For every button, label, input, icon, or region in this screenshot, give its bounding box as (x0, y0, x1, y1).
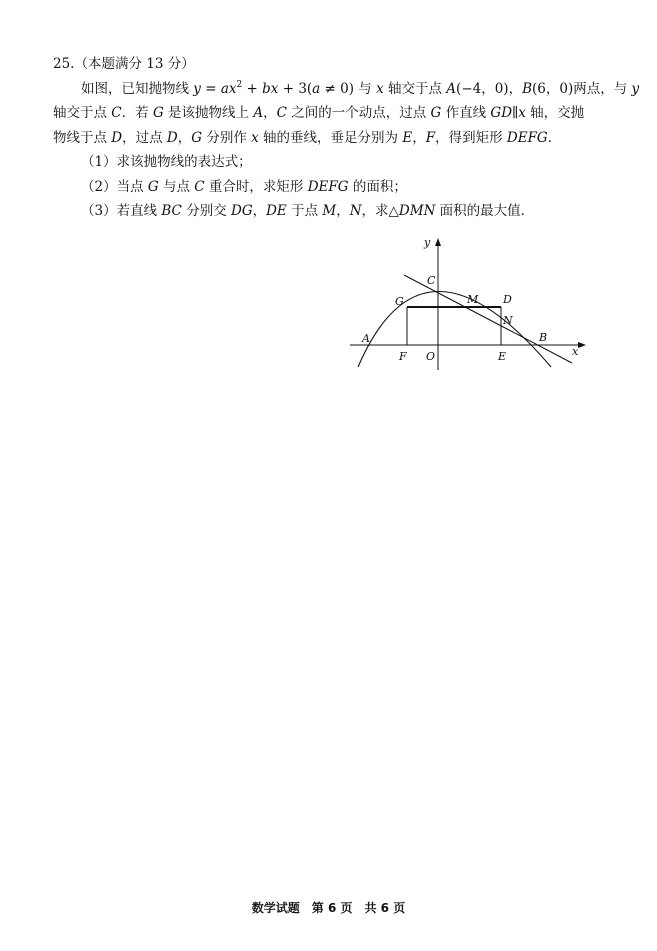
label-point-b: B (539, 331, 548, 344)
label-point-a: A (362, 332, 370, 345)
label-point-f: F (399, 350, 407, 363)
problem-intro-line-2: 轴交于点 C．若 G 是该抛物线上 A，C 之间的一个动点，过点 G 作直线 GD∥x 轴，交抛 (53, 105, 585, 121)
parabola-curve (358, 292, 551, 368)
y-axis-arrow (435, 238, 441, 246)
label-y-axis: y (424, 236, 431, 249)
label-point-n: N (503, 314, 513, 327)
problem-intro-line-3: 物线于点 D，过点 D，G 分别作 x 轴的垂线，垂足分别为 E，F，得到矩形 DEFG． (53, 129, 562, 146)
parabola-figure (346, 232, 590, 374)
label-point-m: M (467, 293, 479, 306)
problem-25 (53, 52, 640, 224)
question-1: （1）求该抛物线的表达式； (81, 154, 252, 170)
x-axis-arrow (578, 342, 586, 348)
label-point-e: E (498, 350, 507, 363)
question-3: （3）若直线 BC 分别交 DG，DE 于点 M，N，求△DMN 面积的最大值． (81, 203, 535, 219)
problem-heading: 25.（本题满分 13 分） (53, 56, 195, 72)
label-point-g: G (395, 295, 404, 308)
figure-svg (346, 232, 590, 374)
label-origin-o: O (426, 350, 436, 363)
page-footer: 数学试题 第 6 页 共 6 页 (251, 901, 406, 915)
problem-intro-line-1: 如图，已知抛物线 $y = ax^2$ + bx + 3(a ≠ 0) 与 x 轴交于点 A(−4，0)，B(6，0)两点，与 y (81, 79, 640, 97)
label-point-c: C (427, 274, 436, 287)
label-point-d: D (503, 293, 512, 306)
label-x-axis: x (572, 345, 579, 358)
question-2: （2）当点 G 与点 C 重合时，求矩形 DEFG 的面积； (81, 178, 407, 195)
